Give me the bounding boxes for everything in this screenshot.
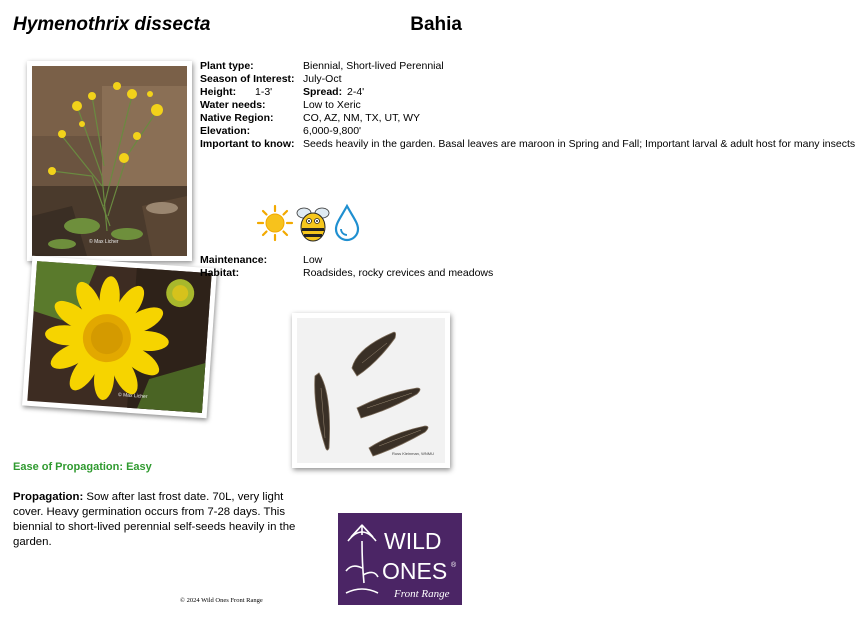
native-value: CO, AZ, NM, TX, UT, WY: [303, 112, 421, 124]
propagation-text: [13, 490, 303, 550]
seed-photo: [292, 313, 450, 468]
native-label: Native Region:: [200, 112, 274, 124]
water-label: Water needs:: [200, 99, 266, 111]
elevation-label: Elevation:: [200, 125, 251, 137]
common-name: Bahia: [410, 14, 462, 35]
spread-value: 2-4': [347, 86, 365, 98]
scientific-name: Hymenothrix dissecta: [13, 14, 211, 35]
logo-line3: Front Range: [394, 588, 450, 600]
water-drop-icon: [336, 206, 358, 240]
logo-line1: WILD: [384, 528, 442, 554]
photo-credit: © Max Licher: [89, 239, 119, 245]
flower-photo: [22, 256, 217, 419]
season-label: Season of Interest:: [200, 73, 295, 85]
important-label: Important to know:: [200, 138, 295, 150]
maintenance-label: Maintenance:: [200, 254, 268, 266]
photo-credit: © Max Licher: [117, 392, 148, 401]
propagation-body: Sow after last frost date. 70L, very light cover. Heavy germination occurs from 7-28 days. This biennial to short-lived perennial self-seeds heavily in the garden.: [13, 491, 296, 548]
footer-copyright: © 2024 Wild Ones Front Range: [180, 597, 263, 604]
wild-ones-logo: [338, 513, 462, 605]
logo-line2: ONES: [382, 558, 448, 584]
habitat-label: Habitat:: [200, 267, 240, 279]
elevation-value: 6,000-9,800': [303, 125, 362, 137]
spread-label: Spread:: [303, 86, 343, 98]
sun-icon: [258, 206, 292, 240]
season-value: July-Oct: [303, 73, 342, 85]
maintenance-value: Low: [303, 254, 323, 266]
ease-of-propagation: Ease of Propagation: Easy: [13, 461, 152, 473]
flower-logo-icon: [346, 525, 378, 593]
height-value: 1-3': [255, 86, 273, 98]
photo-credit: Russ Kleinman, WNMU: [392, 451, 435, 456]
water-value: Low to Xeric: [303, 99, 361, 111]
important-value: Seeds heavily in the garden. Basal leaves are maroon in Spring and Fall; Important larval & adult host for many insects: [303, 138, 855, 150]
habitat-value: Roadsides, rocky crevices and meadows: [303, 267, 494, 279]
propagation-label: Propagation:: [13, 491, 84, 503]
plant-type-value: Biennial, Short-lived Perennial: [303, 60, 444, 72]
condition-icons: [257, 203, 361, 243]
logo-registered: ®: [451, 562, 457, 569]
plant-photo: [27, 61, 192, 261]
plant-type-label: Plant type:: [200, 60, 254, 72]
bee-icon: [297, 208, 329, 241]
height-label: Height:: [200, 86, 237, 98]
